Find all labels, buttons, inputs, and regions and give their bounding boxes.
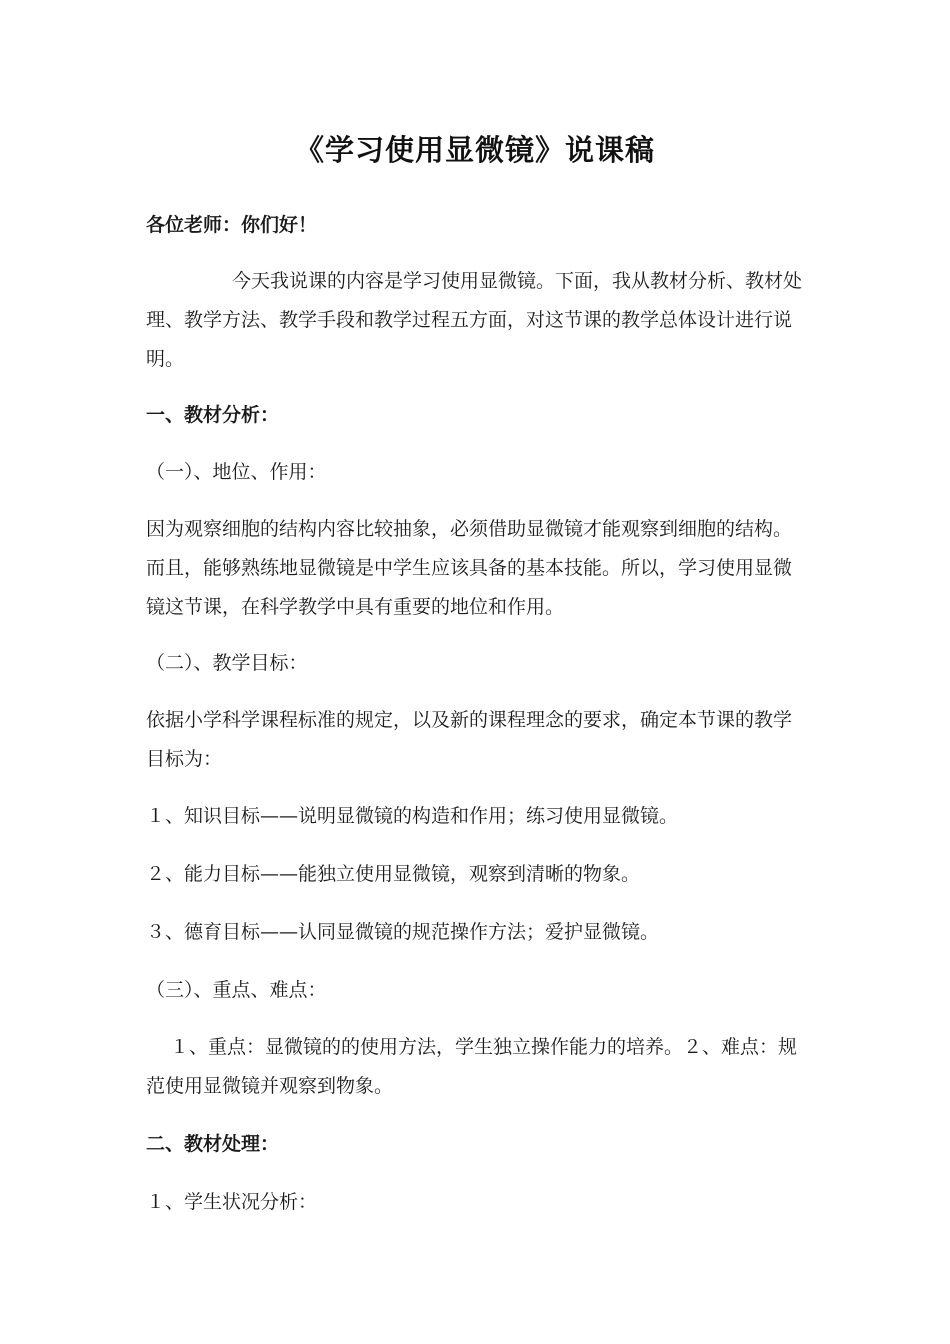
intro-paragraph: 今天我说课的内容是学习使用显微镜。下面，我从教材分析、教材处理、教学方法、教学手段和教学过程五方面，对这节课的教学总体设计进行说明。 — [146, 270, 803, 370]
subsection-1-2-text: 依据小学科学课程标准的规定，以及新的课程理念的要求，确定本节课的教学目标为： — [146, 709, 793, 770]
subsection-1-3-text: １、重点：显微镜的的使用方法，学生独立操作能力的培养。２、难点：规范使用显微镜并观察到物象。 — [146, 1036, 798, 1097]
goal-item: ３、德育目标——认同显微镜的规范操作方法；爱护显微镜。 — [146, 921, 660, 943]
goal-item: １、知识目标——说明显微镜的构造和作用；练习使用显微镜。 — [146, 805, 679, 827]
goal-item: ２、能力目标——能独立使用显微镜，观察到清晰的物象。 — [146, 863, 641, 885]
section-2-heading: 二、教材处理： — [146, 1133, 280, 1155]
subsection-1-3-heading: （三）、重点、难点： — [146, 979, 327, 1001]
subsection-1-1-text: 因为观察细胞的结构内容比较抽象，必须借助显微镜才能观察到细胞的结构。而且，能够熟练地显微镜是中学生应该具备的基本技能。所以，学习使用显微镜这节课，在科学教学中具有重要的地位和作用。 — [146, 518, 793, 618]
section-1-heading: 一、教材分析： — [146, 404, 280, 426]
subsection-1-1-heading: （一）、地位、作用： — [146, 461, 327, 483]
greeting: 各位老师：你们好！ — [146, 214, 318, 236]
subsection-1-2-heading: （二）、教学目标： — [146, 652, 308, 674]
document-title: 《学习使用显微镜》说课稿 — [294, 133, 655, 167]
subsection-2-1-heading: １、学生状况分析： — [146, 1191, 318, 1213]
